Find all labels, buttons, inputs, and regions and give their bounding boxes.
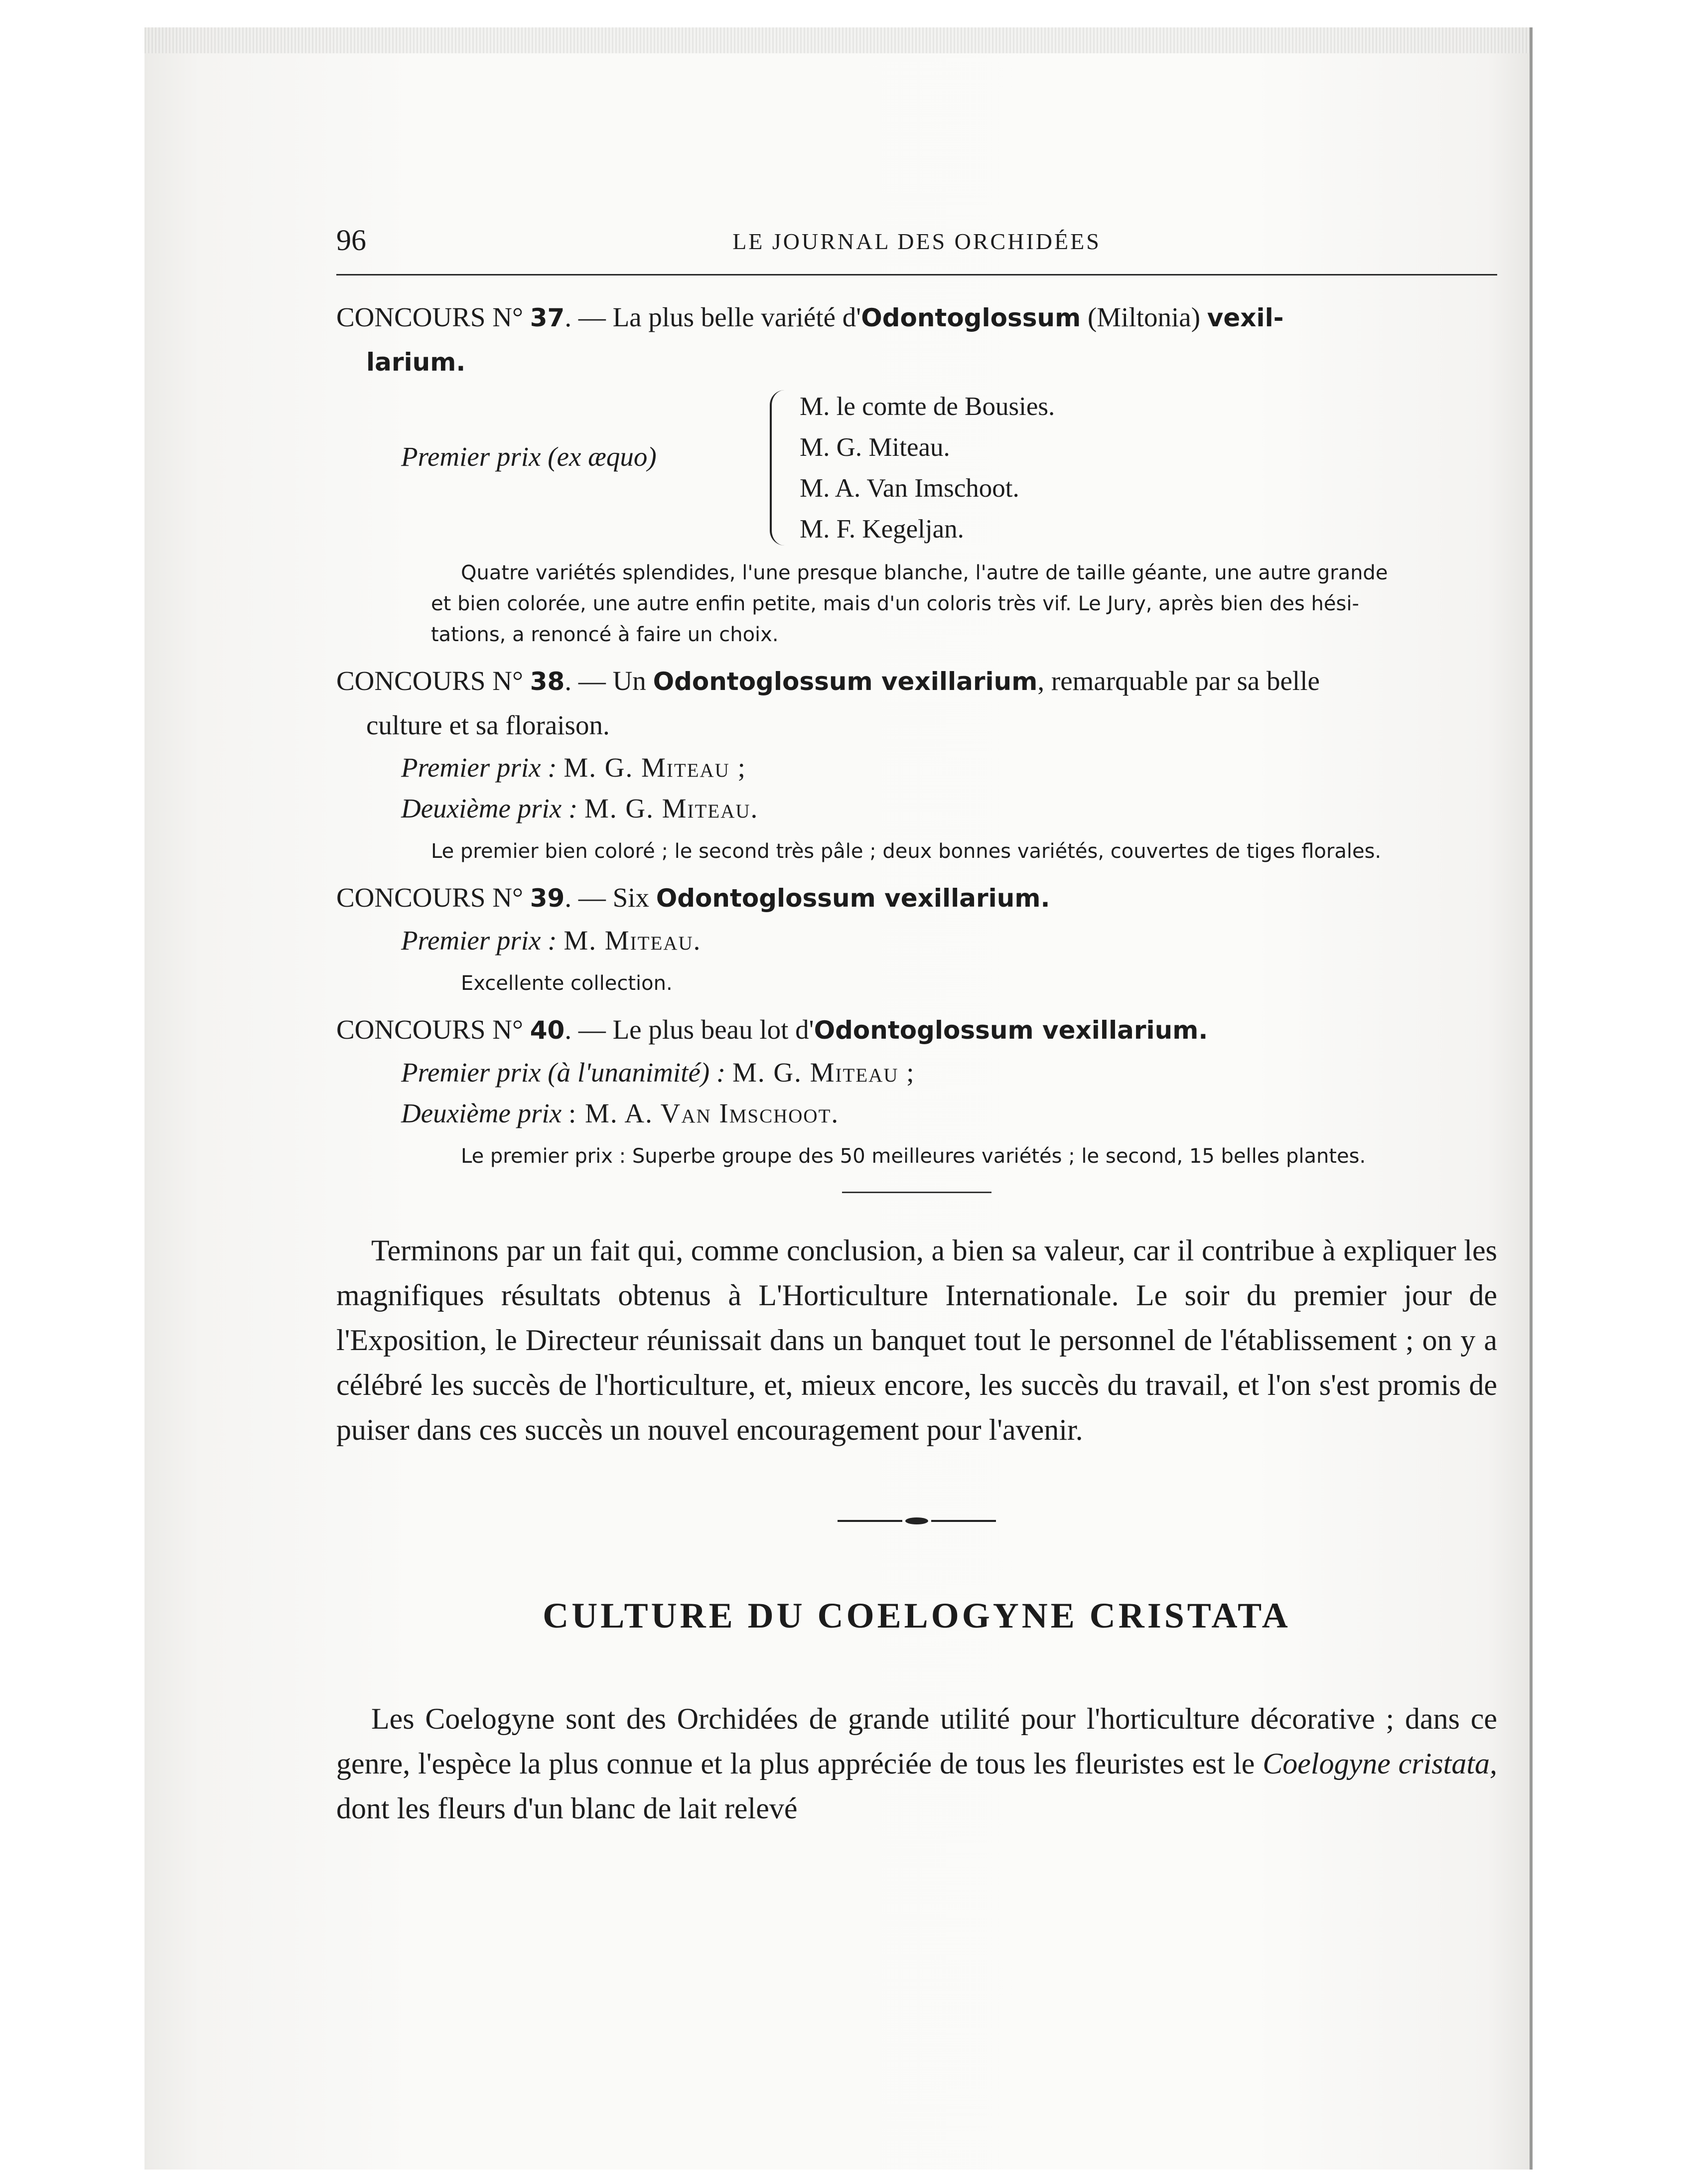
concours-39-heading [336, 876, 1497, 920]
concours-number: 40 [530, 1016, 565, 1045]
concours-label: CONCOURS N° [336, 302, 530, 332]
concours-text: . — La plus belle variété d' [564, 302, 861, 332]
concours-label: CONCOURS N° [336, 1014, 530, 1045]
winner: M. G. Miteau. [800, 433, 950, 462]
concours-40-second [336, 1093, 1497, 1134]
ornament-icon [905, 1517, 928, 1524]
prize-label: Premier prix (ex æquo) [401, 441, 657, 472]
winner: M. le comte de Bousies. [800, 392, 1055, 421]
scan-edge [144, 27, 1530, 53]
prize-label: Deuxième prix : [401, 793, 578, 823]
concours-37-note [336, 557, 1497, 650]
genus-name: Odontoglossum [861, 303, 1081, 332]
species-name: vexil- [1207, 303, 1284, 332]
section-intro [336, 1696, 1497, 1831]
concours-40-first [336, 1052, 1497, 1093]
concours-39-first [336, 920, 1497, 961]
ornament-divider [336, 1507, 1497, 1530]
running-header [336, 214, 1497, 274]
concours-text: . — Le plus beau lot d' [564, 1014, 814, 1045]
winner: M. A. Van Imschoot. [800, 474, 1019, 503]
concours-37-heading [336, 295, 1497, 340]
concours-40-note: Le premier prix : Superbe groupe des 50 meilleures variétés ; le second, 15 belles plantes. [461, 1145, 1366, 1168]
concours-text: . — Un [564, 666, 653, 696]
species-name: larium. [366, 348, 466, 377]
concours-38-second [336, 788, 1497, 829]
prize-label: Premier prix : [401, 925, 557, 956]
intro-text: dont les fleurs d'un blanc de lait relevé [336, 1792, 798, 1825]
concours-number: 37 [530, 303, 565, 332]
concours-38-first [336, 747, 1497, 788]
species-name: Odontoglossum vexillarium. [814, 1016, 1208, 1045]
concours-39-note: Excellente collection. [461, 972, 673, 995]
concours-text: . — Six [564, 882, 656, 913]
concours-text: (Miltonia) [1081, 302, 1207, 332]
journal-title: LE JOURNAL DES ORCHIDÉES [732, 229, 1101, 254]
note-line: tations, a renoncé à faire un choix. [431, 623, 779, 646]
concours-number: 39 [530, 884, 565, 913]
concours-label: CONCOURS N° [336, 666, 530, 696]
concours-37-line2 [336, 340, 1497, 384]
winner: M. G. Miteau ; [732, 1057, 915, 1088]
note-line: et bien colorée, une autre enfin petite, mais d'un coloris très vif. Le Jury, après bien des hési- [431, 592, 1359, 615]
species-name: Odontoglossum vexillarium. [656, 884, 1050, 913]
winner: : M. A. Van Imschoot. [568, 1098, 840, 1128]
prize-label: Deuxième prix [401, 1098, 562, 1128]
concours-38-line2: culture et sa floraison. [366, 710, 610, 740]
ornament-line [838, 1520, 902, 1522]
concours-38-note: Le premier bien coloré ; le second très pâle ; deux bonnes variétés, couvertes de tiges florales. [431, 840, 1382, 863]
winner: M. G. Miteau ; [563, 752, 746, 783]
conclusion-paragraph: Terminons par un fait qui, comme conclusion, a bien sa valeur, car il contribue à expliquer les magnifiques résultats obtenus à L'Horticulture Internationale. Le soir du premier jour de l'Exposition, le Directeur réunissait dans un banquet tout le personnel de l'établissement ; on y a célébré les succès de l'horticulture, et, mieux encore, les succès du travail, et l'on s'est promis de puiser dans ces succès un nouvel encouragement pour l'avenir. [336, 1234, 1497, 1446]
page-content [336, 214, 1497, 1831]
concours-40-heading [336, 1008, 1497, 1052]
section-title: CULTURE DU COELOGYNE CRISTATA [543, 1596, 1291, 1636]
concours-text: , remarquable par sa belle [1037, 666, 1320, 696]
note-line: Quatre variétés splendides, l'une presque blanche, l'autre de taille géante, une autre grande [461, 561, 1388, 584]
ornament-line [931, 1520, 996, 1522]
concours-number: 38 [530, 667, 565, 696]
winner: M. Miteau. [563, 925, 702, 956]
intro-text: Les Coelogyne sont des Orchidées de grande utilité pour l'horticulture décorative ; dans ce genre, l'espèce la plus connue et la plus appréciée de tous les fleuristes est le [336, 1702, 1497, 1780]
winner-list [780, 386, 1055, 549]
winner: M. G. Miteau. [584, 793, 759, 823]
header-rule [336, 274, 1497, 275]
species-name: Coelogyne cristata, [1263, 1747, 1498, 1780]
prize-label: Premier prix : [401, 752, 557, 783]
concours-label: CONCOURS N° [336, 882, 530, 913]
section-divider [842, 1192, 991, 1193]
prize-label: Premier prix (à l'unanimité) : [401, 1057, 726, 1088]
page-number: 96 [336, 224, 366, 257]
species-name: Odontoglossum vexillarium [653, 667, 1038, 696]
concours-37-winners [336, 386, 1497, 550]
concours-38-heading [336, 659, 1497, 703]
winner: M. F. Kegeljan. [800, 515, 964, 544]
